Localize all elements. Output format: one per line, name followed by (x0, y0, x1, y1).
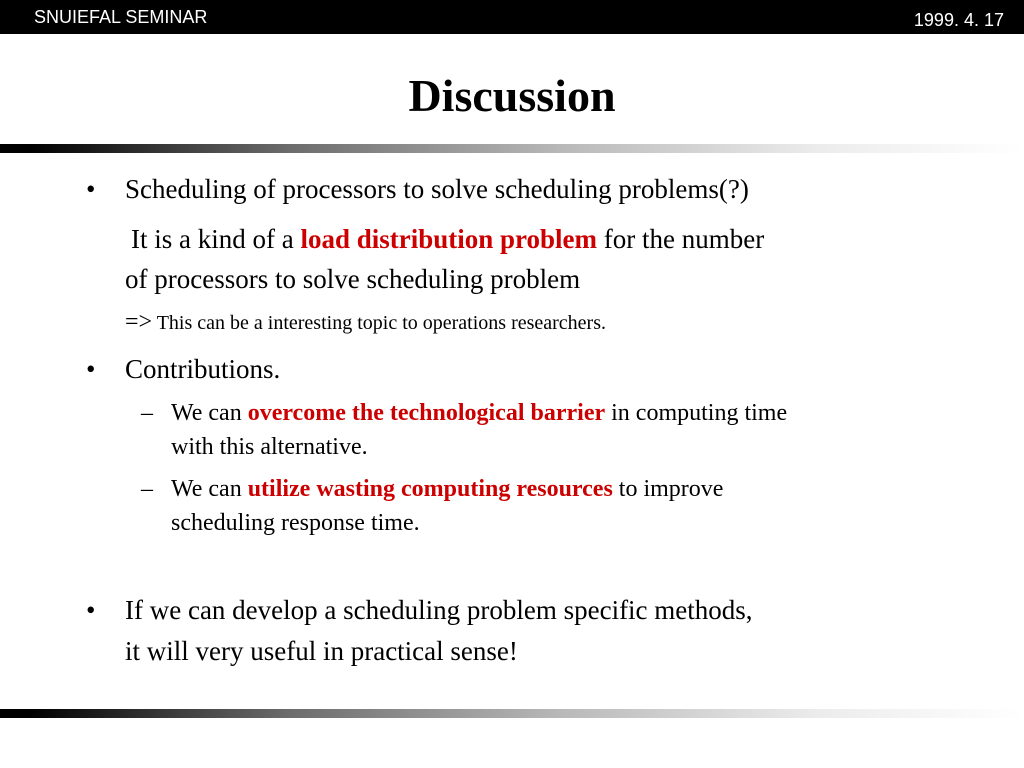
bullet-2-marker: • (86, 354, 96, 384)
utilize-resources-highlight: utilize wasting computing resources (247, 476, 613, 502)
subitem-1-after: in computing time (605, 400, 788, 426)
subitem-2-after: to improve (612, 476, 724, 502)
load-distribution-highlight: load distribution problem (300, 224, 598, 254)
seminar-label: SNUIEFAL SEMINAR (34, 7, 208, 27)
bullet-1-detail-line1 (131, 224, 764, 255)
bullet-3-marker: • (86, 595, 96, 625)
arrow-symbol: => (125, 309, 153, 335)
slide-title: Discussion (408, 70, 616, 121)
subitem-2-line2: scheduling response time. (171, 510, 420, 536)
overcome-barrier-highlight: overcome the technological barrier (247, 400, 606, 426)
detail-after: for the number (597, 224, 765, 254)
subitem-2-before: We can (171, 476, 248, 502)
bottom-gradient-divider (0, 709, 1024, 718)
detail-before: It is a kind of a (131, 224, 301, 254)
date-label: 1999. 4. 17 (913, 10, 1004, 30)
subitem-1-line2: with this alternative. (171, 434, 368, 460)
bullet-1-marker: • (86, 174, 96, 204)
bullet-2-text: Contributions. (125, 354, 281, 384)
note-text: This can be a interesting topic to operations researchers. (152, 312, 606, 334)
bullet-1-detail-line2: of processors to solve scheduling problem (125, 264, 581, 294)
bullet-3-line1: If we can develop a scheduling problem specific methods, (125, 595, 753, 625)
bullet-3-line2: it will very useful in practical sense! (125, 636, 518, 666)
bullet-1-note (125, 309, 606, 336)
subitem-1-before: We can (171, 400, 248, 426)
subitem-2-marker: – (141, 476, 153, 502)
subitem-2-line1 (171, 476, 723, 503)
subitem-1-line1 (171, 400, 787, 427)
subitem-1-marker: – (141, 400, 153, 426)
bullet-1-text: Scheduling of processors to solve scheduling problems(?) (125, 174, 749, 204)
